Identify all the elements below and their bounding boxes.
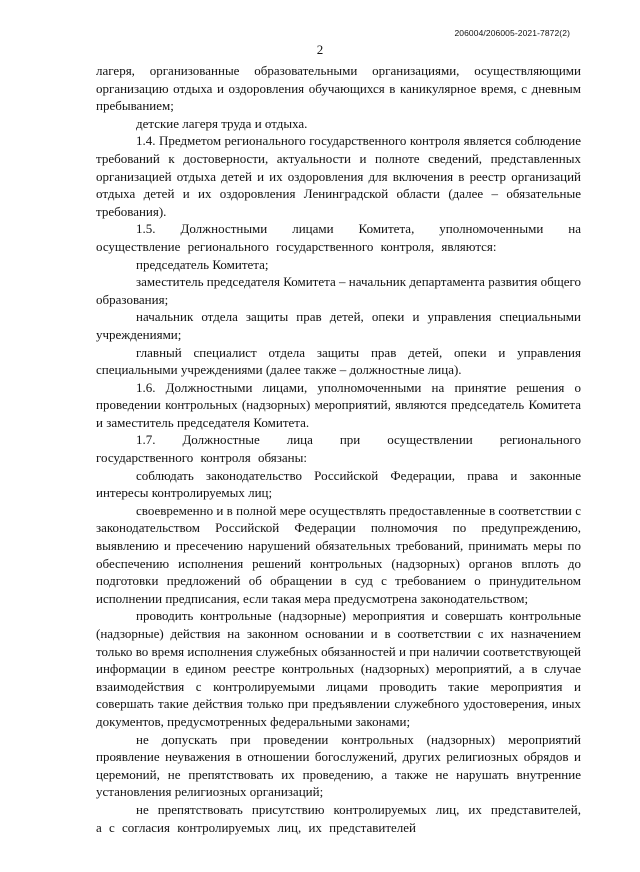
paragraph-department-head: начальник отдела защиты прав детей, опеки и управления специальными учреждениями; [96, 309, 581, 342]
paragraph-chief-specialist: главный специалист отдела защиты прав детей, опеки и управления специальными учреждениями (далее также – должностные лица). [96, 344, 581, 378]
paragraph-presence-of-persons: не препятствовать присутствию контролируемых лиц, их представителей, а с согласия контролируемых лиц, их представителей [96, 801, 581, 835]
paragraph-1-5-officials: 1.5. Должностными лицами Комитета, уполномоченными на осуществление регионального государственного контроля, являются: [96, 221, 581, 254]
paragraph-chairman: председатель Комитета; [136, 256, 269, 272]
paragraph-1-4-subject: 1.4. Предметом регионального государственного контроля является соблюдение требований к достоверности, актуальности и полноте сведений, представленных организацией отдыха детей и их оздоровления для включения в реестр организаций отдыха детей и их оздоровления Ленинградской области (далее – обязательные требования). [96, 133, 581, 219]
page-number: 2 [316, 42, 324, 57]
document-body [96, 62, 581, 836]
paragraph-camps-organized: лагеря, организованные образовательными организациями, осуществляющими организацию отдыха и оздоровления обучающихся в каникулярное время, с дневным пребыванием; [96, 63, 581, 114]
paragraph-1-6-decision-makers: 1.6. Должностными лицами, уполномоченными на принятие решения о проведении контрольных (надзорных) мероприятий, являются председатель Комитета и заместитель председателя Комитета. [96, 379, 581, 430]
paragraph-deputy-chairman: заместитель председателя Комитета – начальник департамента развития общего образования; [96, 274, 581, 307]
paragraph-obey-law: соблюдать законодательство Российской Федерации, права и законные интересы контролируемых лиц; [96, 467, 581, 501]
paragraph-conduct-inspections: проводить контрольные (надзорные) мероприятия и совершать контрольные (надзорные) действия на законном основании и в соответствии с их назначением только во время исполнения служебных обязанностей и при наличии соответствующей информации в едином реестре контрольных (надзорных) мероприятий, а в случае взаимодействия с контролируемыми лицами проводить такие мероприятия и совершать такие действия только при предъявлении служебного удостоверения, иных документов, предусмотренных федеральными законами; [96, 608, 581, 729]
paragraph-labor-camps: детские лагеря труда и отдыха. [136, 115, 308, 131]
document-registration-code: 206004/206005-2021-7872(2) [454, 28, 570, 38]
paragraph-exercise-powers: своевременно и в полной мере осуществлять предоставленные в соответствии с законодательством Российской Федерации полномочия по предупреждению, выявлению и пресечению нарушений обязательных требований, принимать меры по обеспечению исполнения решений контрольных (надзорных) органов вплоть до подготовки предложений об обращении в суд с требованием о принудительном исполнении предписания, если такая мера предусмотрена законодательством; [96, 502, 581, 606]
paragraph-religious-respect: не допускать при проведении контрольных (надзорных) мероприятий проявление неуважения в отношении богослужений, других религиозных обрядов и церемоний, не препятствовать их проведению, а также не нарушать внутренние установления религиозных организаций; [96, 731, 581, 800]
paragraph-1-7-obligations: 1.7. Должностные лица при осуществлении регионального государственного контроля обязаны: [96, 432, 581, 466]
